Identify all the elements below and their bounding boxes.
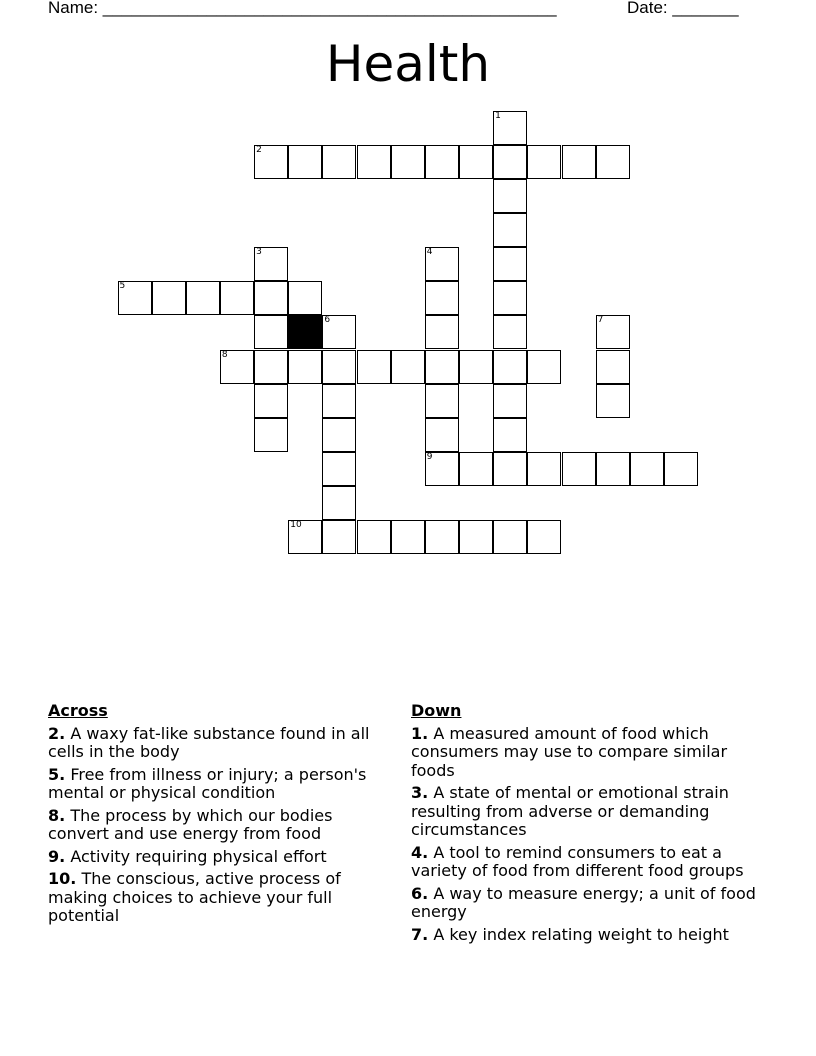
grid-cell[interactable]: [493, 452, 527, 486]
grid-cell[interactable]: [186, 281, 220, 315]
grid-cell[interactable]: [596, 350, 630, 384]
grid-cell[interactable]: [493, 520, 527, 554]
grid-cell[interactable]: [562, 452, 596, 486]
grid-cell[interactable]: [322, 145, 356, 179]
clue-down-1: [411, 725, 771, 781]
grid-cell[interactable]: [254, 384, 288, 418]
grid-cell[interactable]: [288, 350, 322, 384]
grid-cell[interactable]: [391, 350, 425, 384]
clue-down-6: [411, 885, 771, 922]
grid-cell[interactable]: [596, 315, 630, 349]
name-field-label[interactable]: Name: ________________________________________________: [48, 0, 557, 17]
grid-cell[interactable]: [254, 281, 288, 315]
grid-cell[interactable]: [254, 247, 288, 281]
cell-number: 1: [495, 110, 501, 121]
grid-cell[interactable]: [425, 520, 459, 554]
clue-number: 10.: [48, 869, 77, 888]
grid-cell[interactable]: [596, 452, 630, 486]
grid-block-cell: [288, 315, 322, 349]
grid-cell[interactable]: [322, 315, 356, 349]
grid-cell[interactable]: [425, 247, 459, 281]
grid-cell[interactable]: [220, 281, 254, 315]
grid-cell[interactable]: [527, 145, 561, 179]
grid-cell[interactable]: [493, 384, 527, 418]
grid-cell[interactable]: [357, 520, 391, 554]
grid-cell[interactable]: [322, 384, 356, 418]
grid-cell[interactable]: [527, 350, 561, 384]
grid-cell[interactable]: [527, 520, 561, 554]
clue-text: The process by which our bodies convert and use energy from food: [48, 805, 333, 843]
grid-cell[interactable]: [493, 350, 527, 384]
grid-cell[interactable]: [493, 281, 527, 315]
grid-cell[interactable]: [596, 145, 630, 179]
grid-cell[interactable]: [493, 145, 527, 179]
grid-cell[interactable]: [425, 315, 459, 349]
grid-cell[interactable]: [152, 281, 186, 315]
clue-number: 6.: [411, 883, 429, 903]
cell-number: 2: [256, 144, 262, 155]
grid-cell[interactable]: [493, 179, 527, 213]
clue-number: 1.: [411, 723, 429, 743]
grid-cell[interactable]: [118, 281, 152, 315]
clue-text: A state of mental or emotional strain resulting from adverse or demanding circumstances: [411, 783, 729, 839]
cell-number: 8: [221, 349, 228, 360]
clue-across-2: [48, 725, 393, 762]
grid-cell[interactable]: [596, 384, 630, 418]
grid-cell[interactable]: [322, 418, 356, 452]
clue-number: 2.: [48, 723, 66, 743]
grid-cell[interactable]: [288, 281, 322, 315]
grid-cell[interactable]: [493, 247, 527, 281]
clue-text: Activity requiring physical effort: [70, 846, 327, 866]
grid-cell[interactable]: [322, 486, 356, 520]
grid-cell[interactable]: [493, 315, 527, 349]
grid-cell[interactable]: [254, 418, 288, 452]
grid-cell[interactable]: [562, 145, 596, 179]
clue-across-10: [48, 870, 393, 926]
clue-down-3: [411, 784, 771, 840]
grid-cell[interactable]: [254, 350, 288, 384]
grid-cell[interactable]: [357, 350, 391, 384]
grid-cell[interactable]: [493, 213, 527, 247]
grid-cell[interactable]: [425, 350, 459, 384]
clue-text: A measured amount of food which consumers may use to compare similar foods: [411, 723, 728, 780]
clue-text: A key index relating weight to height: [433, 924, 729, 944]
grid-cell[interactable]: [459, 145, 493, 179]
clue-text: A waxy fat-like substance found in all cells in the body: [48, 723, 370, 761]
grid-cell[interactable]: [459, 350, 493, 384]
cell-number: 7: [597, 315, 604, 326]
grid-cell[interactable]: [425, 384, 459, 418]
grid-cell[interactable]: [391, 520, 425, 554]
grid-cell[interactable]: [630, 452, 664, 486]
cell-number: 3: [256, 247, 262, 258]
clue-across-9: [48, 848, 393, 867]
clue-text: Free from illness or injury; a person's mental or physical condition: [48, 764, 367, 802]
clue-number: 3.: [411, 783, 429, 802]
grid-cell[interactable]: [664, 452, 698, 486]
cell-number: 9: [426, 452, 433, 462]
grid-cell[interactable]: [357, 145, 391, 179]
clue-text: A tool to remind consumers to eat a variety of food from different food groups: [411, 842, 744, 880]
clue-across-5: [48, 766, 393, 803]
clue-text: The conscious, active process of making choices to achieve your full potential: [48, 869, 341, 925]
clue-number: 8.: [48, 805, 66, 825]
cell-number: 5: [119, 281, 126, 292]
grid-cell[interactable]: [288, 145, 322, 179]
header: [48, 0, 748, 20]
grid-cell[interactable]: [322, 452, 356, 486]
cell-number: 4: [426, 247, 433, 258]
date-field-label[interactable]: Date: _______: [627, 0, 739, 17]
clue-number: 4.: [411, 842, 429, 862]
clue-number: 5.: [48, 764, 66, 784]
clue-number: 9.: [48, 846, 66, 866]
grid-cell[interactable]: [459, 452, 493, 486]
clue-down-4: [411, 844, 771, 881]
grid-cell[interactable]: [459, 520, 493, 554]
cell-number: 6: [324, 315, 331, 326]
cell-number: 10: [290, 520, 302, 531]
grid-cell[interactable]: [425, 452, 459, 486]
clue-across-8: [48, 807, 393, 844]
clue-text: A way to measure energy; a unit of food energy: [411, 883, 756, 921]
grid-cell[interactable]: [254, 315, 288, 349]
down-heading: Down: [411, 701, 462, 720]
clue-down-7: [411, 926, 771, 945]
across-heading: Across: [48, 701, 108, 720]
grid-cell[interactable]: [322, 520, 356, 554]
grid-cell[interactable]: [288, 520, 322, 554]
grid-cell[interactable]: [425, 418, 459, 452]
grid-cell[interactable]: [220, 350, 254, 384]
down-clues: [411, 702, 771, 948]
grid-cell[interactable]: [527, 452, 561, 486]
across-clues: [48, 702, 393, 930]
clue-number: 7.: [411, 924, 429, 944]
grid-cell[interactable]: [322, 350, 356, 384]
grid-cell[interactable]: [425, 281, 459, 315]
grid-cell[interactable]: [254, 145, 288, 179]
grid-cell[interactable]: [493, 418, 527, 452]
grid-cell[interactable]: [391, 145, 425, 179]
page-title: Health: [325, 35, 491, 93]
grid-cell[interactable]: [425, 145, 459, 179]
grid-cell[interactable]: [493, 111, 527, 145]
